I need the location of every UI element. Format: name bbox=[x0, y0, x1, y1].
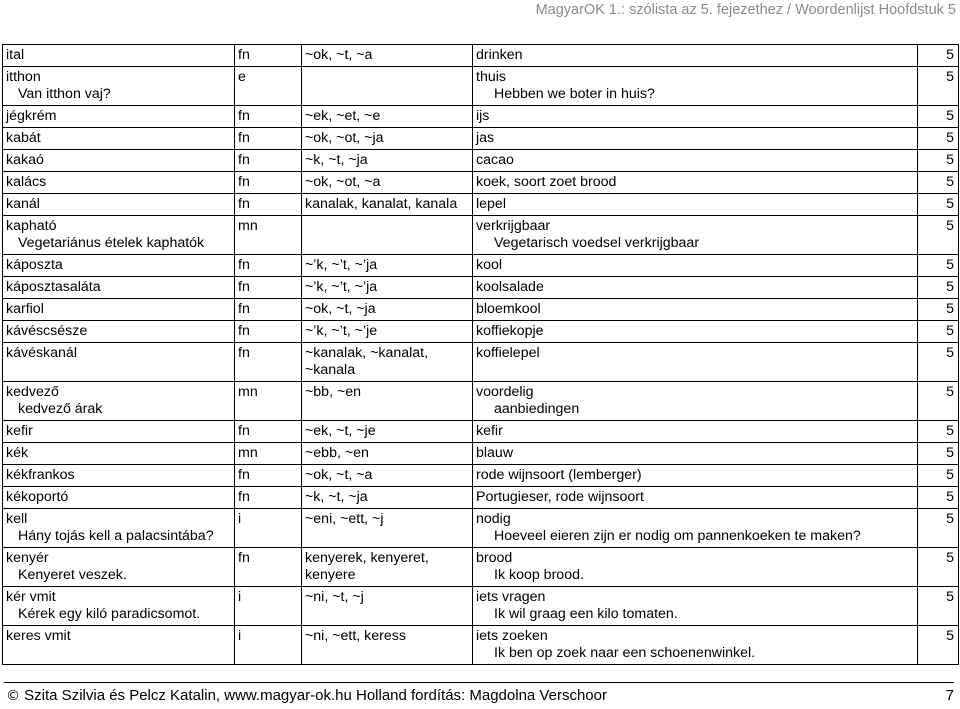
forms-cell bbox=[302, 321, 473, 343]
hungarian-word: kávéskanál bbox=[6, 345, 77, 361]
forms-cell bbox=[302, 194, 473, 216]
part-of-speech-cell bbox=[235, 277, 302, 299]
table-row bbox=[3, 343, 959, 382]
hungarian-cell bbox=[3, 443, 235, 465]
word-forms: ~ok, ~ot, ~ja bbox=[305, 130, 384, 146]
dutch-example: Ik wil graag een kilo tomaten. bbox=[494, 606, 678, 622]
table-row bbox=[3, 216, 959, 255]
hungarian-word: ital bbox=[6, 47, 25, 63]
chapter-number: 5 bbox=[946, 628, 954, 644]
chapter-number: 5 bbox=[946, 423, 954, 439]
chapter-cell bbox=[918, 255, 959, 277]
hungarian-word: kabát bbox=[6, 130, 41, 146]
dutch-example: Hoeveel eieren zijn er nodig om pannenkoeken te maken? bbox=[494, 528, 861, 544]
chapter-cell bbox=[918, 45, 959, 67]
chapter-cell bbox=[918, 67, 959, 106]
forms-cell bbox=[302, 587, 473, 626]
vocabulary-table-body bbox=[3, 45, 959, 665]
dutch-cell bbox=[473, 421, 918, 443]
hungarian-word: itthon bbox=[6, 69, 41, 85]
chapter-cell bbox=[918, 150, 959, 172]
footer-translation: Holland fordítás: Magdolna Verschoor bbox=[355, 687, 607, 704]
dutch-translation: koek, soort zoet brood bbox=[476, 174, 617, 190]
hungarian-cell bbox=[3, 421, 235, 443]
hungarian-cell bbox=[3, 343, 235, 382]
part-of-speech: mn bbox=[238, 384, 258, 400]
dutch-cell bbox=[473, 45, 918, 67]
hungarian-word: kapható bbox=[6, 218, 57, 234]
chapter-number: 5 bbox=[946, 152, 954, 168]
chapter-number: 5 bbox=[946, 47, 954, 63]
forms-cell bbox=[302, 487, 473, 509]
word-forms: ~k, ~t, ~ja bbox=[305, 489, 368, 505]
table-row bbox=[3, 150, 959, 172]
chapter-number: 5 bbox=[946, 489, 954, 505]
hungarian-cell bbox=[3, 67, 235, 106]
dutch-translation: verkrijgbaar bbox=[476, 218, 551, 234]
part-of-speech: fn bbox=[238, 489, 250, 505]
chapter-number: 5 bbox=[946, 301, 954, 317]
hungarian-cell bbox=[3, 128, 235, 150]
dutch-cell bbox=[473, 150, 918, 172]
table-row bbox=[3, 626, 959, 665]
table-row bbox=[3, 421, 959, 443]
word-forms: ~bb, ~en bbox=[305, 384, 362, 400]
hungarian-cell bbox=[3, 150, 235, 172]
table-row bbox=[3, 587, 959, 626]
table-row bbox=[3, 299, 959, 321]
table-row bbox=[3, 194, 959, 216]
part-of-speech-cell bbox=[235, 45, 302, 67]
dutch-translation: iets zoeken bbox=[476, 628, 548, 644]
part-of-speech-cell bbox=[235, 67, 302, 106]
part-of-speech: i bbox=[238, 628, 242, 644]
table-row bbox=[3, 106, 959, 128]
page-number: 7 bbox=[945, 687, 954, 704]
part-of-speech: fn bbox=[238, 196, 250, 212]
hungarian-example: Vegetariánus ételek kaphatók bbox=[18, 235, 205, 251]
hungarian-cell bbox=[3, 509, 235, 548]
dutch-cell bbox=[473, 382, 918, 421]
word-forms: ~ni, ~ett, keress bbox=[305, 628, 406, 644]
dutch-cell bbox=[473, 548, 918, 587]
forms-cell bbox=[302, 299, 473, 321]
chapter-cell bbox=[918, 443, 959, 465]
dutch-translation: koolsalade bbox=[476, 279, 544, 295]
hungarian-example: Kérek egy kiló paradicsomot. bbox=[18, 606, 201, 622]
dutch-translation: iets vragen bbox=[476, 589, 546, 605]
part-of-speech-cell bbox=[235, 421, 302, 443]
hungarian-word: keres vmit bbox=[6, 628, 71, 644]
dutch-translation: cacao bbox=[476, 152, 514, 168]
word-forms: kanalak, kanalat, kanala bbox=[305, 196, 458, 212]
part-of-speech-cell bbox=[235, 548, 302, 587]
forms-cell bbox=[302, 106, 473, 128]
hungarian-word: káposztasaláta bbox=[6, 279, 101, 295]
part-of-speech: e bbox=[238, 69, 246, 85]
table-row bbox=[3, 548, 959, 587]
part-of-speech: fn bbox=[238, 174, 250, 190]
forms-cell bbox=[302, 382, 473, 421]
part-of-speech-cell bbox=[235, 587, 302, 626]
part-of-speech-cell bbox=[235, 626, 302, 665]
forms-cell bbox=[302, 421, 473, 443]
hungarian-example: kedvező árak bbox=[18, 401, 103, 417]
part-of-speech: fn bbox=[238, 152, 250, 168]
page-header: MagyarOK 1.: szólista az 5. fejezethez / Woordenlijst Hoofdstuk 5 bbox=[535, 2, 956, 18]
dutch-cell bbox=[473, 172, 918, 194]
hungarian-cell bbox=[3, 299, 235, 321]
chapter-cell bbox=[918, 587, 959, 626]
table-row bbox=[3, 277, 959, 299]
dutch-cell bbox=[473, 128, 918, 150]
dutch-cell bbox=[473, 587, 918, 626]
dutch-translation: kool bbox=[476, 257, 503, 273]
dutch-translation: thuis bbox=[476, 69, 506, 85]
table-row bbox=[3, 172, 959, 194]
chapter-cell bbox=[918, 626, 959, 665]
forms-cell bbox=[302, 465, 473, 487]
dutch-cell bbox=[473, 321, 918, 343]
dutch-cell bbox=[473, 343, 918, 382]
chapter-number: 5 bbox=[946, 174, 954, 190]
part-of-speech-cell bbox=[235, 443, 302, 465]
chapter-number: 5 bbox=[946, 511, 954, 527]
hungarian-example: Hány tojás kell a palacsintába? bbox=[18, 528, 214, 544]
dutch-translation: nodig bbox=[476, 511, 511, 527]
chapter-cell bbox=[918, 194, 959, 216]
dutch-translation: lepel bbox=[476, 196, 506, 212]
dutch-cell bbox=[473, 194, 918, 216]
hungarian-cell bbox=[3, 106, 235, 128]
hungarian-cell bbox=[3, 587, 235, 626]
part-of-speech: fn bbox=[238, 423, 250, 439]
chapter-number: 5 bbox=[946, 69, 954, 85]
footer-divider bbox=[4, 682, 954, 683]
word-forms: ~ek, ~et, ~e bbox=[305, 108, 381, 124]
dutch-example: Ik ben op zoek naar een schoenenwinkel. bbox=[494, 645, 756, 661]
dutch-cell bbox=[473, 626, 918, 665]
part-of-speech-cell bbox=[235, 255, 302, 277]
hungarian-word: kefir bbox=[6, 423, 33, 439]
forms-cell bbox=[302, 548, 473, 587]
chapter-cell bbox=[918, 277, 959, 299]
part-of-speech: fn bbox=[238, 467, 250, 483]
dutch-example: aanbiedingen bbox=[494, 401, 580, 417]
chapter-cell bbox=[918, 421, 959, 443]
table-row bbox=[3, 443, 959, 465]
part-of-speech-cell bbox=[235, 465, 302, 487]
part-of-speech: mn bbox=[238, 218, 258, 234]
word-forms: kenyerek, kenyeret, kenyere bbox=[305, 550, 429, 583]
hungarian-cell bbox=[3, 321, 235, 343]
hungarian-word: karfiol bbox=[6, 301, 44, 317]
hungarian-cell bbox=[3, 277, 235, 299]
footer-authors: Szita Szilvia és Pelcz Katalin, www.magyar-ok.hu bbox=[24, 687, 352, 704]
part-of-speech-cell bbox=[235, 321, 302, 343]
chapter-number: 5 bbox=[946, 345, 954, 361]
forms-cell bbox=[302, 443, 473, 465]
dutch-example: Hebben we boter in huis? bbox=[494, 86, 655, 102]
footer-credits bbox=[6, 687, 607, 704]
word-forms: ~ebb, ~en bbox=[305, 445, 369, 461]
chapter-cell bbox=[918, 548, 959, 587]
part-of-speech: fn bbox=[238, 257, 250, 273]
part-of-speech: fn bbox=[238, 279, 250, 295]
chapter-number: 5 bbox=[946, 445, 954, 461]
part-of-speech: fn bbox=[238, 301, 250, 317]
dutch-translation: drinken bbox=[476, 47, 523, 63]
part-of-speech: fn bbox=[238, 323, 250, 339]
part-of-speech-cell bbox=[235, 172, 302, 194]
dutch-translation: kefir bbox=[476, 423, 503, 439]
dutch-translation: rode wijnsoort (lemberger) bbox=[476, 467, 642, 483]
chapter-cell bbox=[918, 487, 959, 509]
part-of-speech: i bbox=[238, 511, 242, 527]
chapter-number: 5 bbox=[946, 130, 954, 146]
hungarian-cell bbox=[3, 626, 235, 665]
part-of-speech: fn bbox=[238, 130, 250, 146]
word-forms: ~’k, ~’t, ~’ja bbox=[305, 257, 378, 273]
word-forms: ~kanalak, ~kanalat, ~kanala bbox=[305, 345, 429, 378]
forms-cell bbox=[302, 277, 473, 299]
dutch-translation: Portugieser, rode wijnsoort bbox=[476, 489, 644, 505]
dutch-cell bbox=[473, 443, 918, 465]
hungarian-cell bbox=[3, 45, 235, 67]
dutch-cell bbox=[473, 465, 918, 487]
table-row bbox=[3, 382, 959, 421]
hungarian-word: káposzta bbox=[6, 257, 63, 273]
hungarian-word: kék bbox=[6, 445, 29, 461]
word-forms: ~’k, ~’t, ~’je bbox=[305, 323, 378, 339]
dutch-cell bbox=[473, 255, 918, 277]
part-of-speech-cell bbox=[235, 194, 302, 216]
hungarian-cell bbox=[3, 382, 235, 421]
part-of-speech-cell bbox=[235, 128, 302, 150]
word-forms: ~ok, ~t, ~a bbox=[305, 467, 373, 483]
part-of-speech: fn bbox=[238, 47, 250, 63]
chapter-number: 5 bbox=[946, 467, 954, 483]
forms-cell bbox=[302, 626, 473, 665]
part-of-speech: fn bbox=[238, 345, 250, 361]
part-of-speech: fn bbox=[238, 108, 250, 124]
hungarian-word: kenyér bbox=[6, 550, 49, 566]
chapter-cell bbox=[918, 128, 959, 150]
forms-cell bbox=[302, 67, 473, 106]
hungarian-example: Kenyeret veszek. bbox=[18, 567, 127, 583]
part-of-speech-cell bbox=[235, 106, 302, 128]
hungarian-word: kell bbox=[6, 511, 28, 527]
part-of-speech: i bbox=[238, 589, 242, 605]
hungarian-word: kékoportó bbox=[6, 489, 69, 505]
chapter-cell bbox=[918, 106, 959, 128]
dutch-cell bbox=[473, 67, 918, 106]
dutch-cell bbox=[473, 277, 918, 299]
chapter-cell bbox=[918, 382, 959, 421]
hungarian-word: kanál bbox=[6, 196, 40, 212]
hungarian-example: Van itthon vaj? bbox=[18, 86, 111, 102]
hungarian-word: kedvező bbox=[6, 384, 59, 400]
chapter-number: 5 bbox=[946, 323, 954, 339]
vocabulary-table bbox=[2, 44, 959, 665]
dutch-translation: bloemkool bbox=[476, 301, 541, 317]
dutch-cell bbox=[473, 216, 918, 255]
word-forms: ~ok, ~ot, ~a bbox=[305, 174, 381, 190]
forms-cell bbox=[302, 128, 473, 150]
chapter-cell bbox=[918, 216, 959, 255]
dutch-translation: voordelig bbox=[476, 384, 534, 400]
chapter-number: 5 bbox=[946, 257, 954, 273]
dutch-example: Vegetarisch voedsel verkrijgbaar bbox=[494, 235, 700, 251]
dutch-cell bbox=[473, 509, 918, 548]
part-of-speech-cell bbox=[235, 343, 302, 382]
dutch-translation: jas bbox=[476, 130, 495, 146]
part-of-speech: fn bbox=[238, 550, 250, 566]
chapter-number: 5 bbox=[946, 108, 954, 124]
chapter-number: 5 bbox=[946, 384, 954, 400]
page-footer bbox=[4, 682, 954, 704]
chapter-cell bbox=[918, 321, 959, 343]
forms-cell bbox=[302, 343, 473, 382]
dutch-cell bbox=[473, 487, 918, 509]
part-of-speech-cell bbox=[235, 150, 302, 172]
hungarian-cell bbox=[3, 487, 235, 509]
hungarian-word: kakaó bbox=[6, 152, 44, 168]
chapter-number: 5 bbox=[946, 550, 954, 566]
table-row bbox=[3, 487, 959, 509]
chapter-cell bbox=[918, 299, 959, 321]
part-of-speech-cell bbox=[235, 216, 302, 255]
hungarian-cell bbox=[3, 465, 235, 487]
table-row bbox=[3, 45, 959, 67]
hungarian-word: kér vmit bbox=[6, 589, 56, 605]
dutch-example: Ik koop brood. bbox=[494, 567, 584, 583]
hungarian-cell bbox=[3, 255, 235, 277]
hungarian-word: kalács bbox=[6, 174, 47, 190]
chapter-cell bbox=[918, 509, 959, 548]
hungarian-cell bbox=[3, 172, 235, 194]
forms-cell bbox=[302, 45, 473, 67]
hungarian-word: kávéscsésze bbox=[6, 323, 88, 339]
chapter-cell bbox=[918, 343, 959, 382]
dutch-translation: ijs bbox=[476, 108, 490, 124]
chapter-cell bbox=[918, 172, 959, 194]
word-forms: ~eni, ~ett, ~j bbox=[305, 511, 384, 527]
word-forms: ~’k, ~’t, ~’ja bbox=[305, 279, 378, 295]
forms-cell bbox=[302, 255, 473, 277]
part-of-speech-cell bbox=[235, 299, 302, 321]
word-forms: ~ek, ~t, ~je bbox=[305, 423, 376, 439]
part-of-speech-cell bbox=[235, 382, 302, 421]
table-row bbox=[3, 509, 959, 548]
word-forms: ~ok, ~t, ~ja bbox=[305, 301, 376, 317]
word-forms: ~ni, ~t, ~j bbox=[305, 589, 364, 605]
forms-cell bbox=[302, 172, 473, 194]
chapter-number: 5 bbox=[946, 589, 954, 605]
dutch-cell bbox=[473, 299, 918, 321]
forms-cell bbox=[302, 150, 473, 172]
dutch-translation: brood bbox=[476, 550, 513, 566]
dutch-translation: koffiekopje bbox=[476, 323, 544, 339]
table-row bbox=[3, 321, 959, 343]
word-forms: ~k, ~t, ~ja bbox=[305, 152, 368, 168]
table-row bbox=[3, 255, 959, 277]
word-forms: ~ok, ~t, ~a bbox=[305, 47, 373, 63]
chapter-number: 5 bbox=[946, 196, 954, 212]
hungarian-cell bbox=[3, 548, 235, 587]
chapter-number: 5 bbox=[946, 279, 954, 295]
dutch-cell bbox=[473, 106, 918, 128]
chapter-number: 5 bbox=[946, 218, 954, 234]
forms-cell bbox=[302, 216, 473, 255]
hungarian-word: jégkrém bbox=[6, 108, 57, 124]
table-row bbox=[3, 67, 959, 106]
hungarian-cell bbox=[3, 216, 235, 255]
part-of-speech-cell bbox=[235, 487, 302, 509]
copyright-icon: © bbox=[6, 688, 20, 704]
part-of-speech-cell bbox=[235, 509, 302, 548]
forms-cell bbox=[302, 509, 473, 548]
hungarian-cell bbox=[3, 194, 235, 216]
chapter-cell bbox=[918, 465, 959, 487]
table-row bbox=[3, 128, 959, 150]
dutch-translation: koffielepel bbox=[476, 345, 540, 361]
hungarian-word: kékfrankos bbox=[6, 467, 75, 483]
part-of-speech: mn bbox=[238, 445, 258, 461]
dutch-translation: blauw bbox=[476, 445, 514, 461]
table-row bbox=[3, 465, 959, 487]
